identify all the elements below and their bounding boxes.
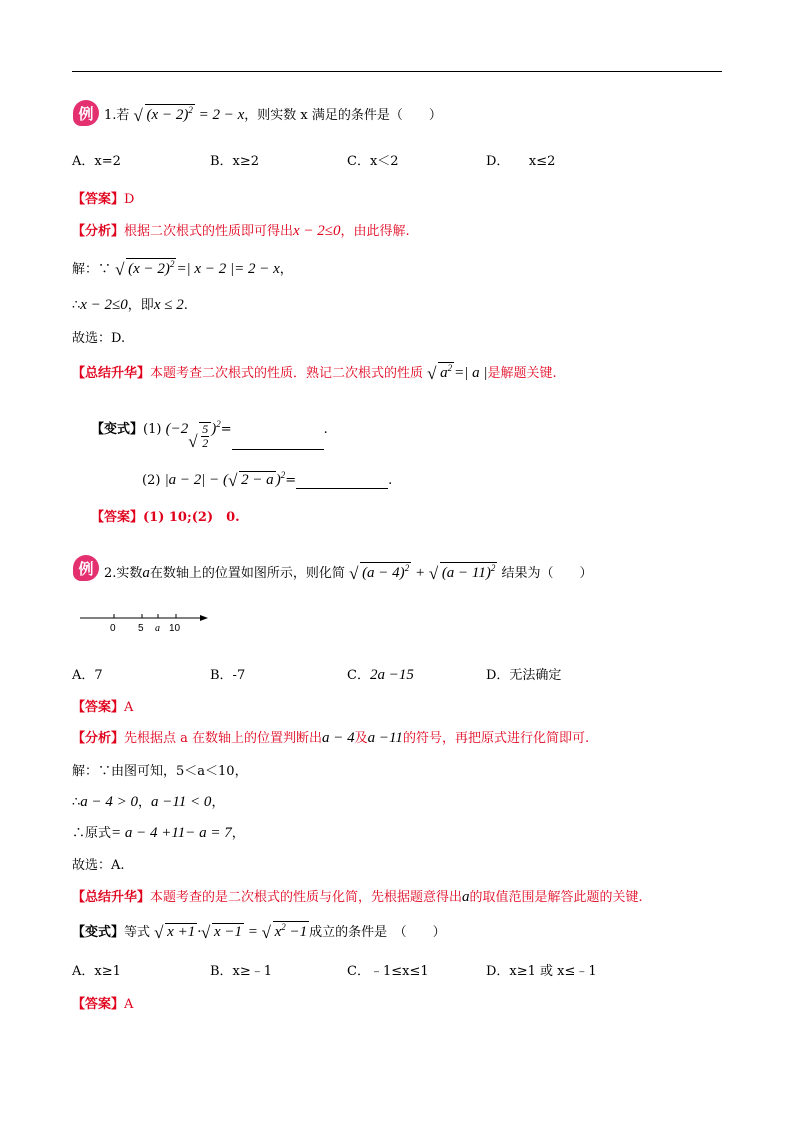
label-a: a bbox=[155, 623, 160, 634]
variant2-option-b: B．x≥﹣1 bbox=[210, 964, 273, 979]
example1-option-b: B．x≥2 bbox=[210, 154, 260, 169]
example1-solution: 解：∵ √ $(x - 2)^2$ =| x − 2 |= 2 − x， bbox=[72, 259, 293, 279]
variant1-part2-blank[interactable] bbox=[296, 488, 388, 489]
variant1-part1: 【变式】(1) (−2 √ $\frac{5}{2}$ )$^2$= . bbox=[91, 419, 328, 452]
variant2-option-d: D．x≥1 或 x≤﹣1 bbox=[486, 964, 597, 979]
example1-option-a: A．x=2 bbox=[72, 154, 121, 169]
example1-choose: 故选：D. bbox=[72, 331, 126, 346]
example2-choose: 故选：A. bbox=[72, 858, 125, 873]
header-rule bbox=[72, 71, 722, 72]
example2-option-c: C．2a −15 bbox=[347, 667, 414, 683]
variant2-question: 【变式】等式 √ x +1 · √ x −1 = √ $x^2 -1$ 成立的条件是 （ ） bbox=[72, 922, 446, 942]
example-badge-icon: 例 bbox=[73, 100, 99, 126]
example2-option-b: B．-7 bbox=[210, 668, 246, 683]
example1-analysis: 【分析】根据二次根式的性质即可得出x − 2≤0，由此得解. bbox=[72, 223, 410, 239]
example-badge-icon: 例 bbox=[73, 555, 99, 581]
number-line-figure bbox=[72, 608, 217, 634]
variant1-part1-blank[interactable] bbox=[232, 449, 324, 450]
example2-solution-line2: ∴a − 4 > 0，a −11 < 0， bbox=[72, 794, 225, 810]
label-0: 0 bbox=[110, 623, 116, 634]
label-10: 10 bbox=[169, 623, 181, 634]
variant1-answer: 【答案】(1) 10;(2) 0. bbox=[91, 510, 240, 525]
example2-question: 2.实数a在数轴上的位置如图所示，则化简 √ $(a - 4)^2$ + √ $(a - 11)^2$ 结果为（ ） bbox=[104, 563, 593, 583]
example2-solution-line3: ∴原式= a − 4 +11− a = 7， bbox=[72, 825, 245, 841]
example2-option-a: A．7 bbox=[72, 668, 103, 683]
example2-option-d: D．无法确定 bbox=[486, 668, 562, 683]
example2-solution-line1: 解：∵由图可知，5＜a＜10， bbox=[72, 764, 248, 779]
label-5: 5 bbox=[138, 623, 144, 634]
variant2-option-c: C．﹣1≤x≤1 bbox=[347, 964, 429, 979]
example1-option-c: C．x＜2 bbox=[347, 154, 399, 169]
example1-question: 1.若 √ $(x - 2)^2 = 2 - x$，则实数 x 满足的条件是（ ） bbox=[104, 105, 442, 125]
variant2-answer: 【答案】A bbox=[72, 997, 134, 1012]
example1-answer: 【答案】D bbox=[72, 192, 135, 207]
example1-therefore: ∴x − 2≤0，即x ≤ 2. bbox=[72, 297, 188, 313]
example1-option-d: D． x≤2 bbox=[486, 154, 556, 169]
example1-summary: 【总结升华】本题考查二次根式的性质．熟记二次根式的性质 √ $a^2$ =| a |是解题关键. bbox=[72, 363, 557, 383]
example2-answer: 【答案】A bbox=[72, 700, 134, 715]
variant1-part2: (2) |a − 2| − ( √ 2 − a )$^2$= . bbox=[142, 470, 393, 490]
example2-summary: 【总结升华】本题考查的是二次根式的性质与化简，先根据题意得出a的取值范围是解答此题的关键. bbox=[72, 889, 643, 905]
variant2-option-a: A．x≥1 bbox=[72, 964, 121, 979]
example2-analysis: 【分析】先根据点 a 在数轴上的位置判断出a − 4及a −11的符号，再把原式进行化简即可. bbox=[72, 730, 590, 746]
number-line-arrow-icon bbox=[200, 615, 208, 621]
